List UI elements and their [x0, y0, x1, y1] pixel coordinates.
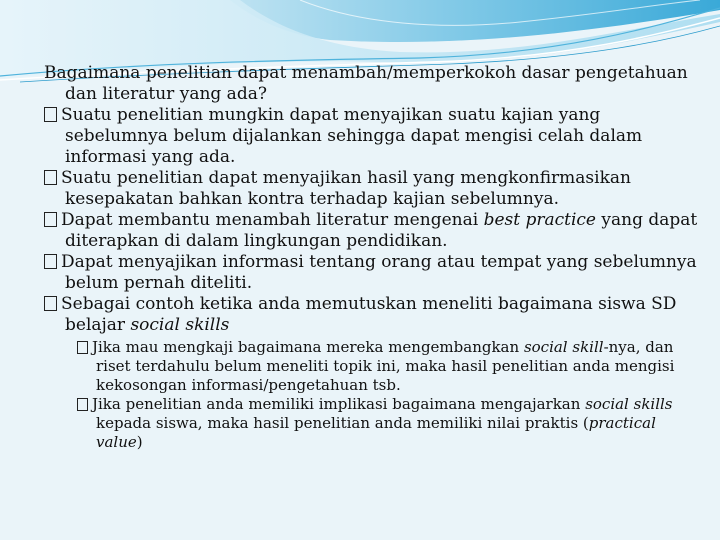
- slide-title: Bagaimana penelitian dapat menambah/memperkokoh dasar pengetahuan dan literatur yang ada?: [44, 63, 688, 104]
- checkbox-bullet-icon: [44, 296, 57, 311]
- list-item: Suatu penelitian dapat menyajikan hasil yang mengkonfirmasikan kesepakatan bahkan kontra terhadap kajian sebelumnya.: [44, 168, 704, 210]
- checkbox-bullet-icon: [44, 170, 57, 185]
- checkbox-bullet-icon: [77, 398, 88, 411]
- checkbox-bullet-icon: [44, 107, 57, 122]
- checkbox-bullet-icon: [77, 341, 88, 354]
- list-item: Dapat menyajikan informasi tentang orang atau tempat yang sebelumnya belum pernah diteliti.: [44, 252, 704, 294]
- checkbox-bullet-icon: [44, 254, 57, 269]
- checkbox-bullet-icon: [44, 212, 57, 227]
- sub-list-item: Jika penelitian anda memiliki implikasi bagaimana mengajarkan social skills kepada siswa, maka hasil penelitian anda memiliki nilai praktis (practical value): [77, 395, 704, 452]
- sub-list: [77, 338, 704, 452]
- list-item: Sebagai contoh ketika anda memutuskan meneliti bagaimana siswa SD belajar social skills: [44, 294, 704, 336]
- sub-list-item: Jika mau mengkaji bagaimana mereka mengembangkan social skill-nya, dan riset terdahulu belum meneliti topik ini, maka hasil penelitian anda mengisi kekosongan informasi/pengetahuan tsb.: [77, 338, 704, 395]
- list-item: Suatu penelitian mungkin dapat menyajikan suatu kajian yang sebelumnya belum dijalankan sehingga dapat mengisi celah dalam informasi yang ada.: [44, 105, 704, 168]
- list-item: Dapat membantu menambah literatur mengenai best practice yang dapat diterapkan di dalam lingkungan pendidikan.: [44, 210, 704, 252]
- slide-content: [44, 63, 704, 452]
